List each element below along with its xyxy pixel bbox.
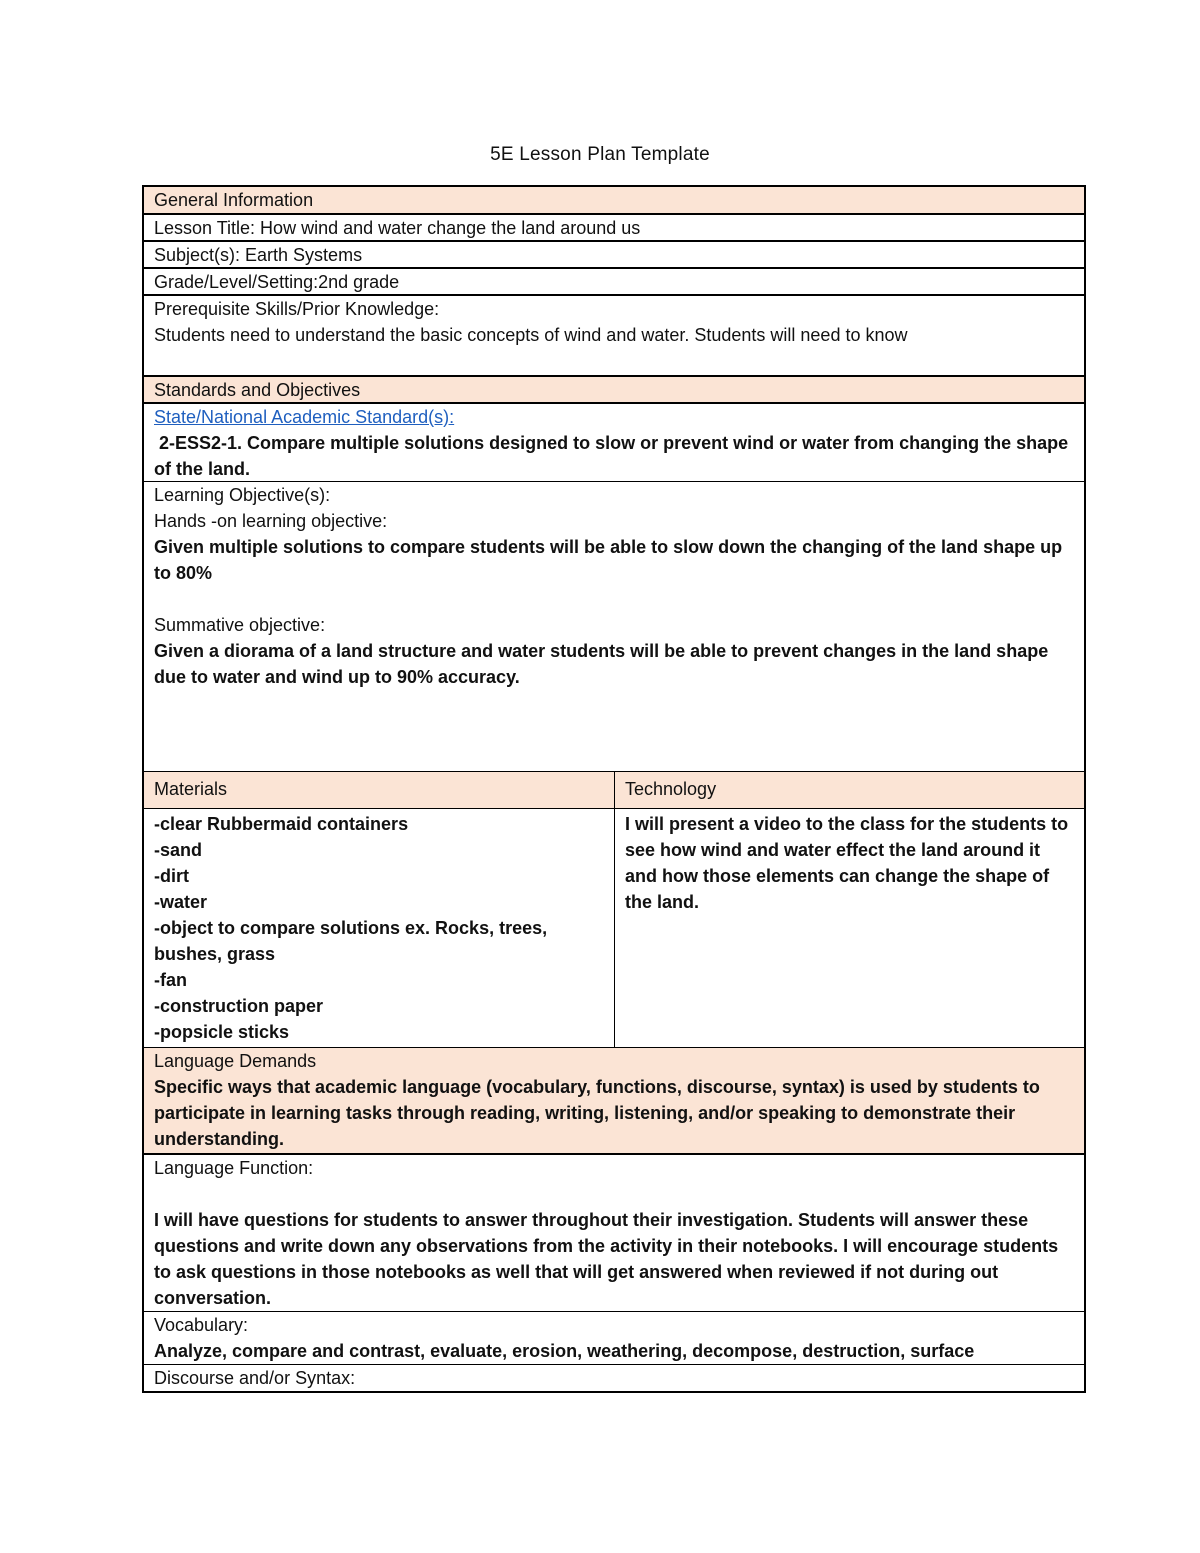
materials-heading: Materials (154, 779, 228, 799)
lesson-plan-table (142, 185, 1086, 1393)
technology-heading: Technology (625, 779, 717, 799)
standard-link[interactable]: State/National Academic Standard(s): (154, 407, 455, 427)
language-function-text: I will have questions for students to answer throughout their investigation. Students will answer these questions and write down any observations from the activity in their notebooks. I will encourage students to ask questions in those notebooks as well that will get answered when reviewed if not during out conversation. (154, 1210, 1059, 1308)
subject-row (144, 240, 1084, 267)
technology-cell (614, 809, 1084, 1047)
general-info-header (144, 187, 1084, 213)
technology-text: I will present a video to the class for the students to see how wind and water effect the land around it and how those elements can change the shape of the land. (625, 814, 1069, 912)
materials-header (144, 772, 614, 808)
discourse-label: Discourse and/or Syntax: (154, 1368, 356, 1388)
prereq-text: Students need to understand the basic concepts of wind and water. Students will need to know (154, 325, 908, 345)
language-demands-heading: Language Demands (154, 1051, 317, 1071)
hands-on-text: Given multiple solutions to compare students will be able to slow down the changing of the land shape up to 80% (154, 537, 1063, 583)
objectives-row (144, 481, 1084, 771)
list-item: -dirt (154, 866, 189, 886)
subject: Subject(s): Earth Systems (154, 245, 363, 265)
list-item: -object to compare solutions ex. Rocks, trees, bushes, grass (154, 918, 548, 964)
language-function-label: Language Function: (154, 1158, 314, 1178)
standard-text: 2-ESS2-1. Compare multiple solutions designed to slow or prevent wind or water from changing the shape of the land. (154, 433, 1074, 479)
list-item: -popsicle sticks (154, 1022, 290, 1042)
standards-heading: Standards and Objectives (154, 380, 361, 400)
prereq-row (144, 294, 1084, 375)
summative-text: Given a diorama of a land structure and water students will be able to prevent changes in the land shape due to water and wind up to 90% accuracy. (154, 641, 1049, 687)
lesson-title-row (144, 213, 1084, 240)
vocabulary-row (144, 1311, 1084, 1364)
list-item: -water (154, 892, 208, 912)
discourse-row (144, 1364, 1084, 1391)
vocabulary-label: Vocabulary: (154, 1315, 249, 1335)
materials-technology-header (144, 771, 1084, 808)
list-item: -construction paper (154, 996, 324, 1016)
materials-technology-body (144, 808, 1084, 1047)
objectives-label: Learning Objective(s): (154, 485, 331, 505)
hands-on-label: Hands -on learning objective: (154, 511, 388, 531)
summative-label: Summative objective: (154, 615, 326, 635)
grade-level: Grade/Level/Setting:2nd grade (154, 272, 400, 292)
prereq-label: Prerequisite Skills/Prior Knowledge: (154, 299, 440, 319)
materials-list (144, 809, 614, 1047)
language-demands-header (144, 1047, 1084, 1153)
list-item: -clear Rubbermaid containers (154, 814, 409, 834)
language-demands-description: Specific ways that academic language (vocabulary, functions, discourse, syntax) is used by students to participate in learning tasks through reading, writing, listening, and/or speaking to demonstrate their understanding. (154, 1077, 1040, 1149)
list-item: -fan (154, 970, 187, 990)
vocabulary-text: Analyze, compare and contrast, evaluate, erosion, weathering, decompose, destruction, surface (154, 1341, 975, 1361)
page-title: 5E Lesson Plan Template (490, 144, 710, 165)
list-item: -sand (154, 840, 203, 860)
standards-row (144, 402, 1084, 481)
language-function-row (144, 1153, 1084, 1311)
lesson-title: Lesson Title: How wind and water change the land around us (154, 218, 641, 238)
grade-row (144, 267, 1084, 294)
technology-header (614, 772, 1084, 808)
general-info-heading: General Information (154, 190, 314, 210)
standards-header (144, 375, 1084, 402)
